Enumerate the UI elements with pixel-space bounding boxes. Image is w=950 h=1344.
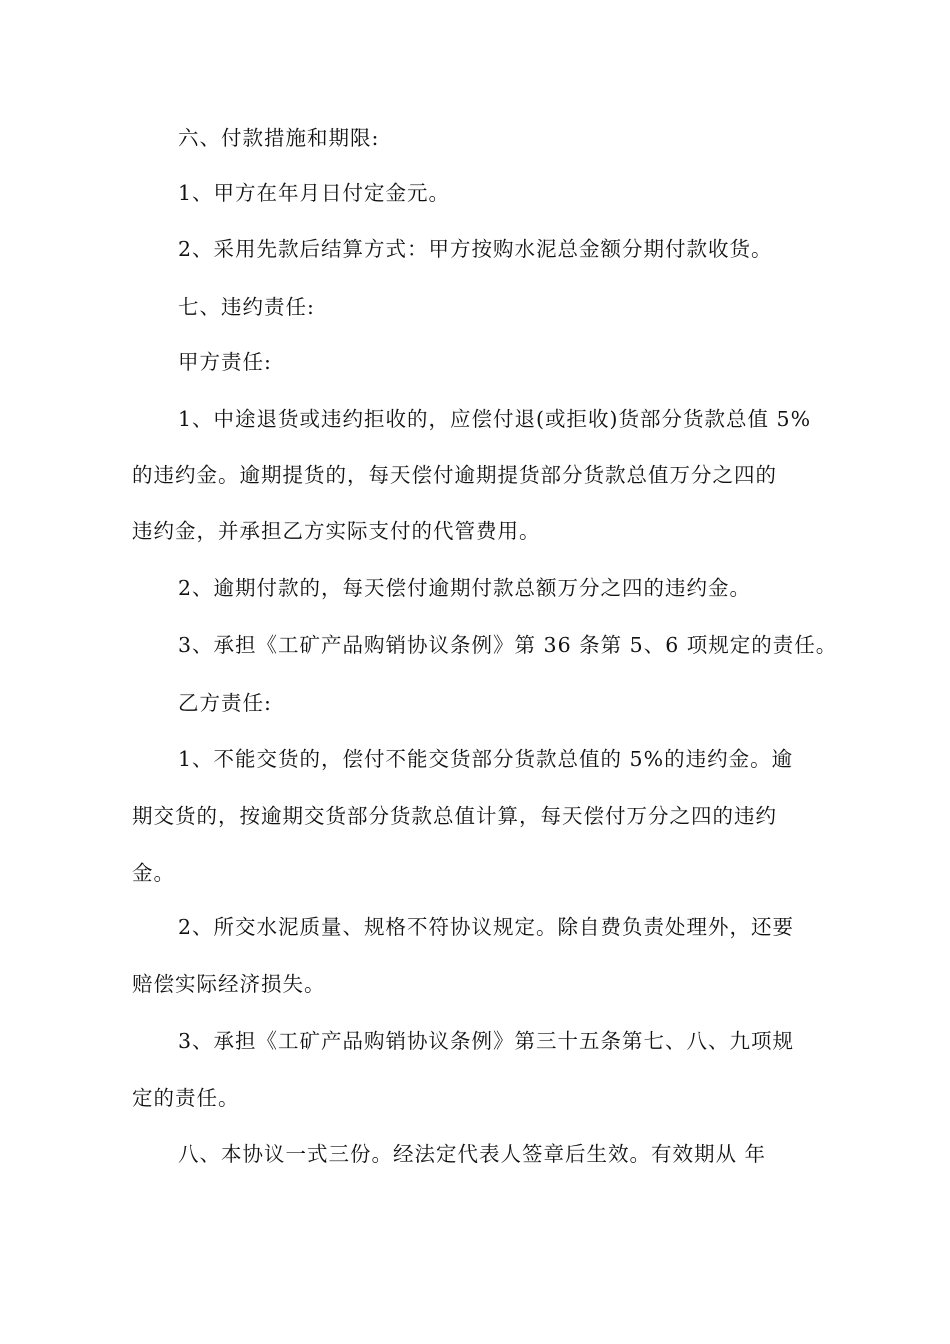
party-a-item-1-line-2: 的违约金。逾期提货的，每天偿付逾期提货部分货款总值万分之四的 bbox=[132, 463, 777, 487]
party-b-item-1-line-2: 期交货的，按逾期交货部分货款总值计算，每天偿付万分之四的违约 bbox=[132, 804, 777, 828]
party-a-item-2: 2、逾期付款的，每天偿付逾期付款总额万分之四的违约金。 bbox=[178, 576, 752, 600]
party-b-item-2-line-1: 2、所交水泥质量、规格不符协议规定。除自费负责处理外，还要 bbox=[178, 915, 795, 939]
section-6-heading: 六、付款措施和期限: bbox=[178, 126, 380, 150]
party-b-heading: 乙方责任: bbox=[178, 691, 272, 715]
settlement-clause: 2、采用先款后结算方式：甲方按购水泥总金额分期付款收货。 bbox=[178, 237, 773, 261]
party-a-item-1-line-3: 违约金，并承担乙方实际支付的代管费用。 bbox=[132, 519, 541, 543]
party-a-item-1-line-1: 1、中途退货或违约拒收的，应偿付退(或拒收)货部分货款总值 5% bbox=[178, 407, 812, 431]
party-b-item-3-line-2: 定的责任。 bbox=[132, 1086, 240, 1110]
party-b-item-2-line-2: 赔偿实际经济损失。 bbox=[132, 972, 326, 996]
party-b-item-1-line-3: 金。 bbox=[132, 861, 175, 885]
deposit-clause: 1、甲方在年月日付定金元。 bbox=[178, 181, 451, 205]
party-b-item-1-line-1: 1、不能交货的，偿付不能交货部分货款总值的 5%的违约金。逾 bbox=[178, 747, 794, 771]
section-8-clause: 八、本协议一式三份。经法定代表人签章后生效。有效期从 年 bbox=[178, 1142, 767, 1166]
party-a-heading: 甲方责任: bbox=[178, 350, 272, 374]
party-b-item-3-line-1: 3、承担《工矿产品购销协议条例》第三十五条第七、八、九项规 bbox=[178, 1029, 795, 1053]
section-7-heading: 七、违约责任: bbox=[178, 295, 315, 319]
party-a-item-3: 3、承担《工矿产品购销协议条例》第 36 条第 5、6 项规定的责任。 bbox=[178, 633, 838, 657]
